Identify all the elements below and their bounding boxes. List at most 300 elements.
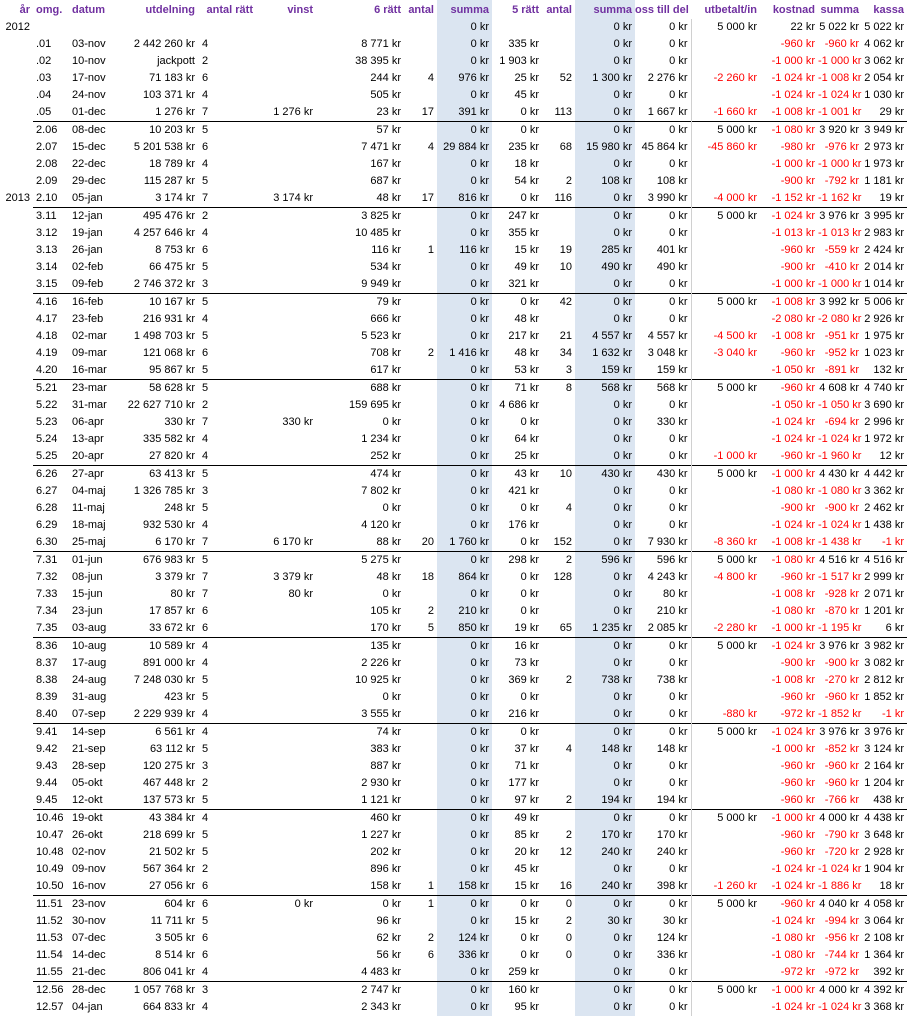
cell-our-share[interactable]: 3 990 kr xyxy=(635,190,691,208)
cell-win[interactable] xyxy=(256,758,316,775)
cell-count-5[interactable] xyxy=(542,810,575,828)
cell-round[interactable]: 12.56 xyxy=(33,982,69,1000)
cell-our-share[interactable]: 568 kr xyxy=(635,380,691,398)
cell-round[interactable]: 8.36 xyxy=(33,638,69,656)
cell-prize-6[interactable]: 2 930 kr xyxy=(361,777,401,789)
cell-our-share[interactable]: 0 kr xyxy=(635,689,691,706)
cell-year[interactable] xyxy=(0,861,33,878)
cell-sum-6[interactable]: 1 416 kr xyxy=(437,345,492,362)
cell-our-share[interactable]: 0 kr xyxy=(635,999,691,1016)
cell-payout[interactable]: 21 502 kr xyxy=(149,846,195,858)
cell-sum-6[interactable]: 0 kr xyxy=(437,53,492,70)
cell-correct[interactable]: 4 xyxy=(202,227,209,239)
cell-date[interactable]: 02-feb xyxy=(72,261,104,273)
cell-win[interactable] xyxy=(256,689,316,706)
cell-prize-5[interactable]: 53 kr xyxy=(514,364,539,376)
cell-sum[interactable]: -1 000 kr xyxy=(818,158,862,170)
cell-paid[interactable] xyxy=(691,483,760,500)
cell-correct[interactable]: 5 xyxy=(202,674,209,686)
cell-sum-5[interactable]: 240 kr xyxy=(575,878,635,896)
cell-sum-6[interactable]: 0 kr xyxy=(437,586,492,603)
cell-our-share[interactable]: 148 kr xyxy=(635,741,691,758)
cell-year[interactable] xyxy=(0,276,33,294)
cell-round[interactable]: .02 xyxy=(36,55,52,67)
cell-round[interactable]: 4.20 xyxy=(36,364,58,376)
cell-paid[interactable] xyxy=(691,156,760,173)
cell-round[interactable]: 2.08 xyxy=(36,158,58,170)
cell-prize-6[interactable]: 57 kr xyxy=(316,122,404,140)
cell-count-5[interactable]: 0 xyxy=(542,896,575,914)
cell-count-5[interactable] xyxy=(542,964,575,982)
cell-win[interactable] xyxy=(256,87,316,104)
cell-count-6[interactable] xyxy=(404,208,437,226)
cell-payout[interactable]: 10 203 kr xyxy=(115,122,198,140)
cell-count-5[interactable]: 10 xyxy=(559,261,572,273)
cell-sum-6[interactable]: 0 kr xyxy=(437,638,492,656)
cell-round[interactable]: 8.37 xyxy=(36,657,58,669)
cell-sum-5[interactable]: 0 kr xyxy=(575,483,635,500)
cell-correct[interactable]: 4 xyxy=(202,657,209,669)
cell-correct[interactable]: 5 xyxy=(198,122,256,140)
cell-correct[interactable]: 4 xyxy=(202,433,209,445)
cell-sum-6[interactable]: 0 kr xyxy=(437,294,492,312)
cell-win[interactable] xyxy=(256,311,316,328)
cell-prize-6[interactable]: 74 kr xyxy=(316,724,404,742)
cell-sum-5[interactable]: 0 kr xyxy=(575,810,635,828)
cell-count-5[interactable] xyxy=(542,655,575,672)
cell-count-5[interactable] xyxy=(542,982,575,1000)
cell-sum-5[interactable]: 0 kr xyxy=(575,156,635,173)
cell-count-6[interactable] xyxy=(404,861,437,878)
cell-sum-6[interactable]: 336 kr xyxy=(437,947,492,964)
cell-sum[interactable]: -410 kr xyxy=(824,261,859,273)
cell-cash[interactable]: 3 064 kr xyxy=(864,915,904,927)
cell-round[interactable]: 11.51 xyxy=(33,896,69,914)
cell-prize-6[interactable]: 135 kr xyxy=(316,638,404,656)
cell-round[interactable]: .04 xyxy=(36,89,52,101)
cell-prize-5[interactable]: 49 kr xyxy=(492,810,542,828)
cell-paid[interactable]: -8 360 kr xyxy=(713,536,757,548)
cell-paid[interactable]: 5 000 kr xyxy=(691,466,760,484)
cell-win[interactable] xyxy=(256,655,316,672)
cell-cost[interactable]: -960 kr xyxy=(760,896,818,914)
cell-cost[interactable]: -960 kr xyxy=(780,244,815,256)
cell-cash[interactable]: 4 740 kr xyxy=(862,380,907,398)
cell-count-6[interactable] xyxy=(404,87,437,104)
cell-year[interactable] xyxy=(0,689,33,706)
cell-correct[interactable]: 4 xyxy=(198,810,256,828)
cell-sum[interactable]: -766 kr xyxy=(824,794,859,806)
cell-cash[interactable]: 1 438 kr xyxy=(864,519,904,531)
cell-prize-5[interactable]: 0 kr xyxy=(492,122,542,140)
cell-date[interactable]: 06-apr xyxy=(72,416,104,428)
cell-count-6[interactable]: 4 xyxy=(427,141,434,153)
cell-payout[interactable]: 676 983 kr xyxy=(115,552,198,570)
cell-round[interactable]: 8.38 xyxy=(36,674,58,686)
cell-count-6[interactable] xyxy=(404,638,437,656)
cell-paid[interactable]: 5 000 kr xyxy=(691,638,760,656)
cell-win[interactable] xyxy=(256,294,316,312)
cell-correct[interactable]: 4 xyxy=(202,519,209,531)
cell-prize-6[interactable]: 534 kr xyxy=(370,261,401,273)
cell-prize-5[interactable]: 176 kr xyxy=(508,519,539,531)
cell-sum[interactable]: -792 kr xyxy=(824,175,859,187)
cell-paid[interactable] xyxy=(691,431,760,448)
cell-cost[interactable]: -960 kr xyxy=(780,691,815,703)
cell-sum[interactable]: -1 024 kr xyxy=(818,89,862,101)
cell-paid[interactable]: -45 860 kr xyxy=(707,141,757,153)
cell-our-share[interactable]: 124 kr xyxy=(635,930,691,947)
cell-date[interactable]: 19-jan xyxy=(72,227,103,239)
cell-count-5[interactable]: 2 xyxy=(565,794,572,806)
cell-year[interactable] xyxy=(0,173,33,190)
cell-paid[interactable] xyxy=(691,173,760,190)
cell-win[interactable] xyxy=(256,792,316,810)
cell-prize-5[interactable]: 0 kr xyxy=(520,605,539,617)
cell-prize-6[interactable]: 0 kr xyxy=(382,416,401,428)
cell-sum-5[interactable]: 0 kr xyxy=(575,861,635,878)
cell-year[interactable] xyxy=(0,70,33,87)
cell-sum[interactable]: -1 008 kr xyxy=(818,72,862,84)
cell-paid[interactable]: -3 040 kr xyxy=(713,347,757,359)
cell-prize-6[interactable]: 170 kr xyxy=(370,622,401,634)
cell-date[interactable]: 15-dec xyxy=(72,141,106,153)
cell-round[interactable]: 7.31 xyxy=(33,552,69,570)
cell-correct[interactable]: 7 xyxy=(202,588,209,600)
cell-paid[interactable] xyxy=(691,362,760,380)
cell-payout[interactable]: 664 833 kr xyxy=(143,1001,195,1013)
cell-sum-6[interactable]: 0 kr xyxy=(437,466,492,484)
cell-year[interactable] xyxy=(0,36,33,53)
cell-payout[interactable]: 63 112 kr xyxy=(149,743,195,755)
cell-prize-5[interactable]: 0 kr xyxy=(492,724,542,742)
cell-payout[interactable]: 27 820 kr xyxy=(149,450,195,462)
cell-our-share[interactable]: 490 kr xyxy=(635,259,691,276)
cell-correct[interactable]: 5 xyxy=(202,175,209,187)
cell-correct[interactable]: 2 xyxy=(198,208,256,226)
cell-sum-6[interactable]: 391 kr xyxy=(437,104,492,122)
cell-year[interactable] xyxy=(0,448,33,466)
cell-sum-6[interactable]: 0 kr xyxy=(437,414,492,431)
cell-sum-5[interactable]: 0 kr xyxy=(575,947,635,964)
cell-count-6[interactable]: 1 xyxy=(404,896,437,914)
cell-sum[interactable]: -972 kr xyxy=(824,966,859,978)
cell-correct[interactable]: 4 xyxy=(202,313,209,325)
cell-win[interactable] xyxy=(256,53,316,70)
cell-win[interactable]: 1 276 kr xyxy=(273,106,313,118)
cell-date[interactable]: 24-nov xyxy=(72,89,106,101)
cell-sum-6[interactable]: 0 kr xyxy=(437,913,492,930)
cell-round[interactable]: 6.27 xyxy=(36,485,58,497)
cell-prize-6[interactable]: 105 kr xyxy=(370,605,401,617)
cell-sum[interactable]: -1 050 kr xyxy=(818,399,862,411)
cell-count-6[interactable] xyxy=(404,397,437,414)
cell-count-6[interactable] xyxy=(404,517,437,534)
cell-sum[interactable]: -1 195 kr xyxy=(818,622,862,634)
cell-payout[interactable]: 891 000 kr xyxy=(143,657,195,669)
cell-sum-6[interactable]: 0 kr xyxy=(437,775,492,792)
cell-payout[interactable]: 17 857 kr xyxy=(149,605,195,617)
cell-payout[interactable]: 423 kr xyxy=(164,691,195,703)
cell-date[interactable]: 31-mar xyxy=(72,399,107,411)
cell-correct[interactable]: 6 xyxy=(202,244,209,256)
cell-cost[interactable]: -1 080 kr xyxy=(771,932,815,944)
cell-cost[interactable]: 22 kr xyxy=(790,21,815,33)
cell-sum-6[interactable]: 0 kr xyxy=(437,328,492,345)
cell-date[interactable]: 05-okt xyxy=(72,777,103,789)
cell-paid[interactable] xyxy=(691,741,760,758)
cell-prize-6[interactable]: 2 343 kr xyxy=(361,1001,401,1013)
cell-count-6[interactable] xyxy=(404,827,437,844)
cell-sum[interactable]: -951 kr xyxy=(824,330,859,342)
cell-sum-5[interactable]: 0 kr xyxy=(575,500,635,517)
cell-cash[interactable]: 29 kr xyxy=(879,106,904,118)
cell-win[interactable] xyxy=(256,19,316,36)
cell-correct[interactable]: 2 xyxy=(202,399,209,411)
cell-prize-5[interactable]: 335 kr xyxy=(508,38,539,50)
cell-round[interactable] xyxy=(33,19,69,36)
cell-count-6[interactable] xyxy=(404,414,437,431)
cell-prize-5[interactable]: 19 kr xyxy=(514,622,539,634)
cell-count-5[interactable]: 2 xyxy=(565,915,572,927)
cell-cost[interactable]: -960 kr xyxy=(780,571,815,583)
cell-win[interactable] xyxy=(256,844,316,861)
cell-cash[interactable]: 5 022 kr xyxy=(864,21,904,33)
cell-correct[interactable]: 4 xyxy=(202,158,209,170)
cell-paid[interactable] xyxy=(691,276,760,294)
cell-our-share[interactable]: 30 kr xyxy=(635,913,691,930)
cell-sum[interactable]: -956 kr xyxy=(824,932,859,944)
cell-our-share[interactable]: 4 243 kr xyxy=(635,569,691,586)
cell-prize-6[interactable]: 505 kr xyxy=(370,89,401,101)
cell-count-6[interactable] xyxy=(404,810,437,828)
cell-sum[interactable]: 3 976 kr xyxy=(818,638,862,656)
cell-count-6[interactable] xyxy=(404,19,437,36)
cell-round[interactable]: 10.46 xyxy=(33,810,69,828)
cell-prize-6[interactable]: 10 485 kr xyxy=(355,227,401,239)
cell-prize-5[interactable]: 15 kr xyxy=(514,880,539,892)
cell-win[interactable] xyxy=(256,431,316,448)
cell-cost[interactable]: -960 kr xyxy=(780,777,815,789)
cell-count-5[interactable] xyxy=(542,999,575,1016)
cell-cash[interactable]: 12 kr xyxy=(879,450,904,462)
cell-win[interactable]: 330 kr xyxy=(282,416,313,428)
cell-payout[interactable]: 1 276 kr xyxy=(155,106,195,118)
cell-sum-6[interactable]: 116 kr xyxy=(437,242,492,259)
cell-sum-5[interactable]: 0 kr xyxy=(575,758,635,775)
cell-cash[interactable]: 3 362 kr xyxy=(864,485,904,497)
cell-cost[interactable]: -1 000 kr xyxy=(771,158,815,170)
cell-cost[interactable]: -1 000 kr xyxy=(771,743,815,755)
cell-prize-5[interactable]: 0 kr xyxy=(520,949,539,961)
cell-payout[interactable]: 2 229 939 kr xyxy=(133,708,195,720)
cell-date[interactable]: 16-nov xyxy=(72,880,106,892)
cell-prize-5[interactable]: 15 kr xyxy=(514,915,539,927)
cell-count-5[interactable]: 19 xyxy=(559,244,572,256)
cell-prize-5[interactable]: 216 kr xyxy=(508,708,539,720)
cell-win[interactable] xyxy=(256,810,316,828)
cell-round[interactable]: 7.33 xyxy=(36,588,58,600)
cell-paid[interactable] xyxy=(691,311,760,328)
cell-our-share[interactable]: 0 kr xyxy=(635,276,691,294)
cell-year[interactable] xyxy=(0,466,33,484)
cell-paid[interactable]: -880 kr xyxy=(722,708,757,720)
cell-prize-5[interactable]: 64 kr xyxy=(514,433,539,445)
cell-count-6[interactable]: 17 xyxy=(421,106,434,118)
cell-date[interactable]: 23-nov xyxy=(69,896,115,914)
cell-cost[interactable]: -1 024 kr xyxy=(771,519,815,531)
cell-sum-6[interactable]: 0 kr xyxy=(437,311,492,328)
cell-prize-6[interactable]: 0 kr xyxy=(316,896,404,914)
cell-cash[interactable]: 2 812 kr xyxy=(864,674,904,686)
cell-payout[interactable]: 567 364 kr xyxy=(143,863,195,875)
cell-count-5[interactable]: 16 xyxy=(559,880,572,892)
cell-sum[interactable]: -891 kr xyxy=(824,364,859,376)
cell-cost[interactable]: -1 008 kr xyxy=(771,588,815,600)
cell-count-6[interactable] xyxy=(404,741,437,758)
cell-cost[interactable]: -960 kr xyxy=(780,794,815,806)
cell-payout[interactable]: 137 573 kr xyxy=(143,794,195,806)
col-header-paid-in-out[interactable]: utbetalt/in xyxy=(704,3,757,16)
cell-year[interactable] xyxy=(0,603,33,620)
cell-cash[interactable]: 2 999 kr xyxy=(864,571,904,583)
cell-year[interactable] xyxy=(0,827,33,844)
cell-cost[interactable]: -1 024 kr xyxy=(771,880,815,892)
cell-payout[interactable]: 467 448 kr xyxy=(143,777,195,789)
cell-sum-6[interactable]: 864 kr xyxy=(437,569,492,586)
cell-prize-6[interactable]: 3 825 kr xyxy=(316,208,404,226)
cell-sum-5[interactable]: 4 557 kr xyxy=(575,328,635,345)
cell-round[interactable]: 8.40 xyxy=(36,708,58,720)
cell-date[interactable]: 17-nov xyxy=(72,72,106,84)
cell-payout[interactable]: 121 068 kr xyxy=(143,347,195,359)
cell-our-share[interactable]: 3 048 kr xyxy=(635,345,691,362)
cell-cost[interactable]: -900 kr xyxy=(780,502,815,514)
cell-correct[interactable]: 5 xyxy=(202,502,209,514)
col-header-count-6[interactable]: antal xyxy=(408,3,434,16)
cell-count-6[interactable] xyxy=(404,689,437,706)
cell-round[interactable]: 10.50 xyxy=(36,880,64,892)
cell-round[interactable]: 5.24 xyxy=(36,433,58,445)
cell-cash[interactable]: 3 976 kr xyxy=(862,724,907,742)
cell-prize-5[interactable]: 0 kr xyxy=(520,106,539,118)
cell-date[interactable]: 26-okt xyxy=(72,829,103,841)
cell-our-share[interactable]: 0 kr xyxy=(635,36,691,53)
cell-cost[interactable]: -1 050 kr xyxy=(771,399,815,411)
cell-payout[interactable]: 11 711 kr xyxy=(150,915,195,927)
cell-count-6[interactable] xyxy=(404,448,437,466)
cell-round[interactable]: 4.17 xyxy=(36,313,58,325)
cell-sum-5[interactable]: 430 kr xyxy=(575,466,635,484)
cell-payout[interactable]: 806 041 kr xyxy=(143,966,195,978)
cell-round[interactable]: 7.34 xyxy=(36,605,58,617)
cell-sum-6[interactable]: 0 kr xyxy=(437,999,492,1016)
cell-win[interactable] xyxy=(256,500,316,517)
cell-win[interactable] xyxy=(256,672,316,689)
cell-cash[interactable]: -1 kr xyxy=(882,708,904,720)
cell-count-5[interactable]: 21 xyxy=(559,330,572,342)
cell-prize-5[interactable]: 48 kr xyxy=(514,347,539,359)
cell-count-6[interactable] xyxy=(404,466,437,484)
cell-cash[interactable]: 2 996 kr xyxy=(864,416,904,428)
cell-count-6[interactable] xyxy=(404,913,437,930)
cell-sum-5[interactable]: 170 kr xyxy=(575,827,635,844)
cell-round[interactable]: 9.42 xyxy=(36,743,58,755)
cell-win[interactable] xyxy=(256,122,316,140)
cell-cost[interactable]: -1 000 kr xyxy=(760,466,818,484)
cell-round[interactable]: 11.52 xyxy=(36,915,63,927)
cell-correct[interactable]: 4 xyxy=(202,966,209,978)
cell-correct[interactable]: 6 xyxy=(202,72,209,84)
cell-correct[interactable]: 7 xyxy=(202,536,209,548)
cell-sum[interactable]: -1 852 kr xyxy=(818,708,862,720)
cell-cash[interactable]: 3 082 kr xyxy=(864,657,904,669)
cell-correct[interactable]: 4 xyxy=(198,638,256,656)
cell-prize-6[interactable]: 5 523 kr xyxy=(361,330,401,342)
cell-year[interactable] xyxy=(0,345,33,362)
cell-sum[interactable]: -960 kr xyxy=(824,760,859,772)
cell-round[interactable]: 8.39 xyxy=(36,691,58,703)
cell-sum-6[interactable]: 0 kr xyxy=(437,208,492,226)
cell-paid[interactable]: -4 000 kr xyxy=(713,192,757,204)
cell-win[interactable] xyxy=(256,947,316,964)
cell-win[interactable] xyxy=(256,466,316,484)
cell-year[interactable] xyxy=(0,362,33,380)
cell-correct[interactable]: 6 xyxy=(202,622,209,634)
cell-win[interactable] xyxy=(256,603,316,620)
cell-prize-6[interactable]: 887 kr xyxy=(370,760,401,772)
cell-prize-5[interactable]: 355 kr xyxy=(508,227,539,239)
cell-correct[interactable]: 4 xyxy=(202,450,209,462)
cell-sum-5[interactable]: 0 kr xyxy=(575,775,635,792)
cell-year[interactable]: 2013 xyxy=(5,192,30,205)
cell-count-5[interactable] xyxy=(542,208,575,226)
cell-cost[interactable]: -1 000 kr xyxy=(771,55,815,67)
cell-our-share[interactable]: 2 085 kr xyxy=(635,620,691,638)
cell-win[interactable] xyxy=(256,913,316,930)
cell-correct[interactable]: 3 xyxy=(202,760,209,772)
cell-cost[interactable]: -960 kr xyxy=(780,846,815,858)
cell-round[interactable]: 11.53 xyxy=(36,932,63,944)
cell-correct[interactable]: 4 xyxy=(202,38,209,50)
cell-sum-5[interactable]: 738 kr xyxy=(575,672,635,689)
cell-sum[interactable]: -1 162 kr xyxy=(818,192,862,204)
cell-sum-5[interactable]: 148 kr xyxy=(575,741,635,758)
cell-our-share[interactable]: 0 kr xyxy=(635,208,691,226)
cell-prize-5[interactable]: 48 kr xyxy=(514,313,539,325)
cell-year[interactable] xyxy=(0,53,33,70)
cell-our-share[interactable]: 398 kr xyxy=(635,878,691,896)
cell-cash[interactable]: 1 975 kr xyxy=(864,330,904,342)
cell-our-share[interactable]: 0 kr xyxy=(635,294,691,312)
cell-prize-6[interactable]: 158 kr xyxy=(370,880,401,892)
cell-round[interactable]: 7.35 xyxy=(36,622,58,634)
cell-win[interactable] xyxy=(256,878,316,896)
cell-date[interactable]: 08-dec xyxy=(69,122,115,140)
cell-sum-6[interactable]: 0 kr xyxy=(437,122,492,140)
cell-count-6[interactable] xyxy=(404,36,437,53)
cell-paid[interactable] xyxy=(691,259,760,276)
cell-sum-5[interactable]: 285 kr xyxy=(575,242,635,259)
col-header-round[interactable]: omg. xyxy=(36,3,63,16)
cell-sum-5[interactable]: 0 kr xyxy=(575,36,635,53)
cell-paid[interactable] xyxy=(691,861,760,878)
cell-paid[interactable] xyxy=(691,844,760,861)
cell-cash[interactable]: 1 852 kr xyxy=(864,691,904,703)
cell-cash[interactable]: 1 364 kr xyxy=(864,949,904,961)
cell-sum-6[interactable]: 0 kr xyxy=(437,724,492,742)
cell-paid[interactable] xyxy=(691,517,760,534)
